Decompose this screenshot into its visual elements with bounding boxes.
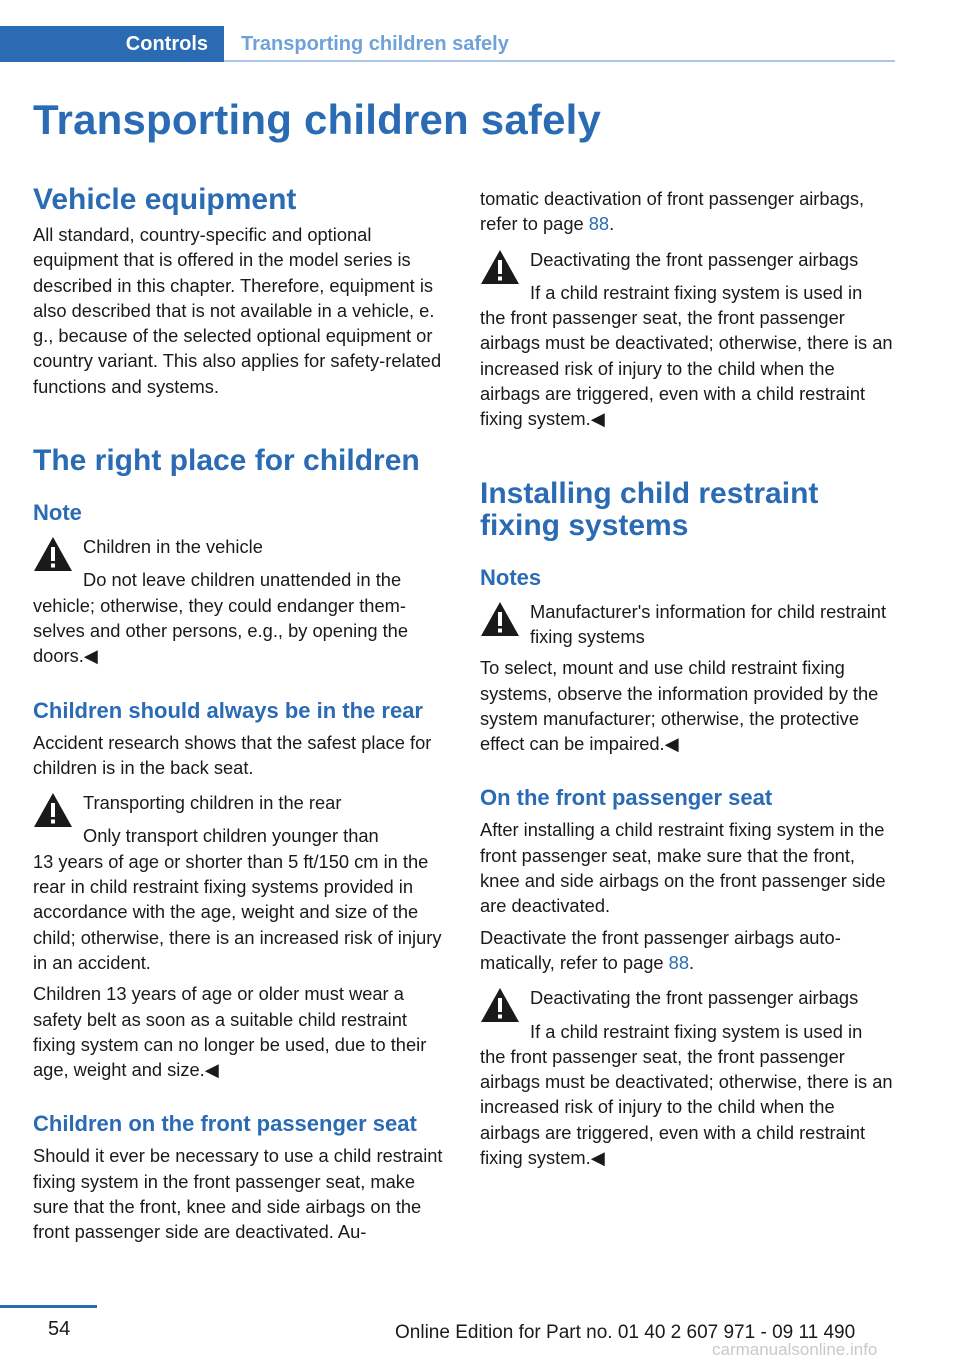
warning-deactivating-airbags-2	[480, 985, 898, 1170]
heading-installing: Installing child restraint fixing systems	[480, 476, 819, 542]
running-header	[0, 26, 895, 62]
vehicle-equipment-text: All standard, country-specific and optional equipment that is offered in the model series is described in this chapter. Therefore, equipment is also described that is not available in a vehicle, e. g., because of the selected optional equipment or country variant. This also applies for safety-related functions and systems.	[33, 224, 442, 397]
warning-children-rear	[33, 790, 451, 1082]
rear-text: Accident research shows that the safest place for children is in the back seat.	[33, 731, 432, 778]
page-number: 54	[48, 1318, 71, 1340]
edition-text: Online Edition for Part no. 01 40 2 607 971 - 09 11 490	[395, 1322, 856, 1343]
left-column	[33, 184, 451, 1245]
warning-title: Deactivating the front passenger airbags	[530, 248, 859, 270]
warning-title: Manufacturer's information for child restraint fixing systems	[530, 600, 887, 647]
warning-triangle-icon	[33, 536, 73, 572]
heading-front-seat: Children on the front passenger seat	[33, 1111, 417, 1137]
section-tab[interactable]: Controls	[0, 26, 224, 62]
warning-triangle-icon	[480, 987, 520, 1023]
warning-triangle-icon	[480, 249, 520, 285]
warning-body: 13 years of age or shorter than 5 ft/150 cm in the rear in child restraint fixing systems provided in accordance with the age, weight and size of the child; otherwise, there is an increased risk of injury in an accident.	[33, 850, 442, 973]
warning-title: Transporting children in the rear	[83, 792, 342, 814]
warning-body-2: Children 13 years of age or older must wear a safety belt as soon as a suitable child restraint fixing system can no longer be used, due to their age, weight and size.◀	[33, 983, 427, 1081]
front-seat-text: Should it ever be necessary to use a child restraint fixing system in the front passenger seat, make sure that the front, knee and side airbags on the front passenger side are deactivated. Au-	[33, 1145, 443, 1243]
header-rule	[224, 60, 895, 62]
heading-front-passenger-seat: On the front passenger seat	[480, 785, 773, 811]
continued-text: tomatic deactivation of front passenger airbags, refer to page 88.	[480, 188, 865, 235]
warning-lead: Only transport children younger than	[83, 825, 379, 847]
page-link[interactable]: 88	[588, 213, 610, 235]
watermark: carmanualsonline.info	[712, 1340, 878, 1359]
warning-manufacturer-info	[480, 599, 898, 757]
warning-body: vehicle; otherwise, they could endanger themselves and other persons, e.g., by opening the doors.◀	[33, 594, 409, 667]
page-link[interactable]: 88	[668, 951, 689, 973]
front-passenger-text-2: Deactivate the front passenger airbags automatically, refer to page 88.	[480, 926, 841, 973]
warning-body: the front passenger seat, the front passenger airbags must be deactivated; otherwise, there is an increased risk of injury to the child when the airbags are triggered, even with a child restraint fixing system.◀	[480, 1045, 893, 1169]
warning-body: To select, mount and use child restraint fixing systems, observe the information provided by the system manufacturer; otherwise, the protective effect can be impaired.◀	[480, 657, 879, 755]
heading-vehicle-equipment: Vehicle equipment	[33, 183, 297, 216]
warning-lead: If a child restraint fixing system is used in	[530, 1020, 863, 1042]
front-passenger-text-1: After installing a child restraint fixing system in the front passenger seat, make sure that the front, knee and side airbags on the front passenger side are deactivated.	[480, 819, 886, 917]
warning-lead: If a child restraint fixing system is used in	[530, 281, 863, 303]
warning-triangle-icon	[33, 792, 73, 828]
warning-triangle-icon	[480, 601, 520, 637]
warning-body: the front passenger seat, the front passenger airbags must be deactivated; otherwise, there is an increased risk of injury to the child when the airbags are triggered, even with a child restraint fixing system.◀	[480, 307, 893, 430]
heading-right-place: The right place for children	[33, 444, 420, 478]
warning-title: Deactivating the front passenger airbags	[530, 987, 859, 1009]
page-title: Transporting children safely	[33, 96, 602, 143]
warning-deactivating-airbags	[480, 247, 898, 432]
warning-children-in-vehicle	[33, 534, 451, 668]
heading-rear: Children should always be in the rear	[33, 697, 423, 723]
heading-notes: Notes	[480, 564, 542, 590]
warning-lead: Do not leave children unattended in the	[83, 569, 402, 591]
warning-title: Children in the vehicle	[83, 536, 263, 558]
right-column	[480, 186, 898, 1170]
footer-rule	[0, 1305, 97, 1308]
topic-label: Transporting children safely	[241, 32, 509, 55]
heading-note: Note	[33, 500, 82, 526]
